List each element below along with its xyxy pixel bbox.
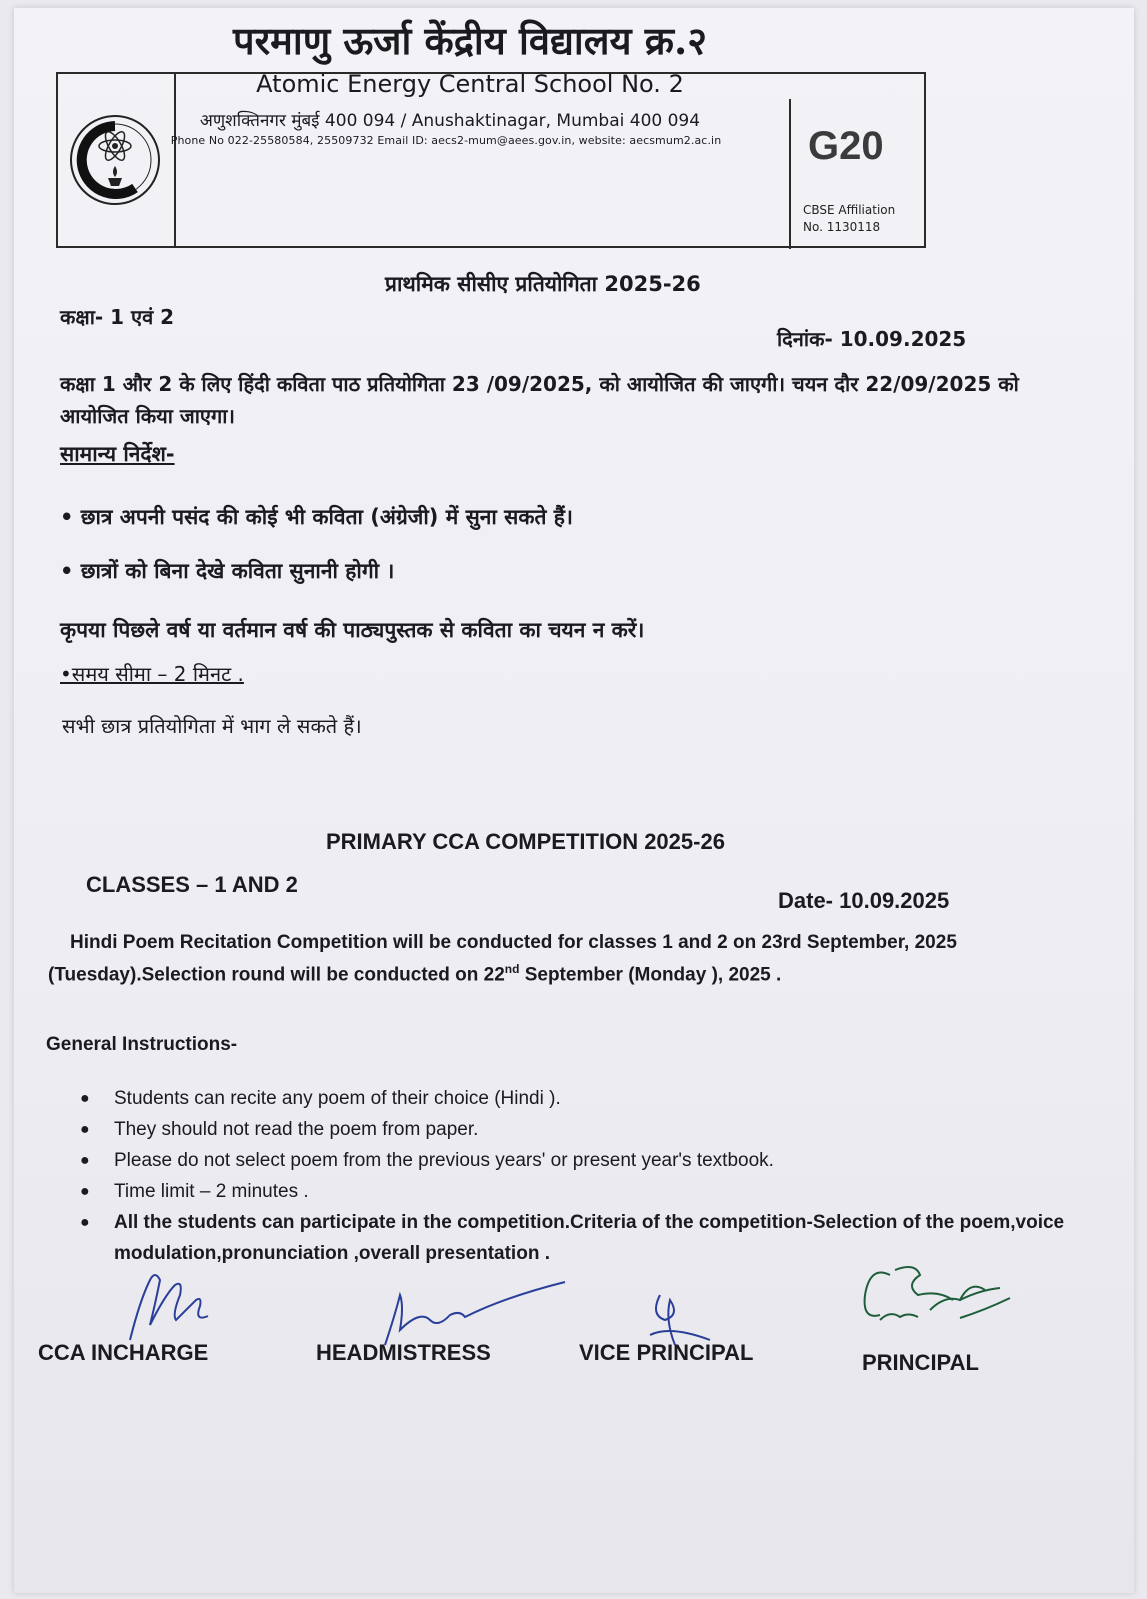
hindi-all-students: सभी छात्र प्रतियोगिता में भाग ले सकते हैं। <box>62 714 362 738</box>
english-paragraph <box>48 930 1048 988</box>
list-item: ● All the students can participate in the competition.Criteria of the competition-Selection of the poem,voice modulation,pronunciation ,overall presentation . <box>80 1207 1080 1269</box>
g20-logo <box>808 124 884 169</box>
school-logo-cell <box>58 74 176 246</box>
bullet-icon: ● <box>80 1090 90 1107</box>
english-para-sup: nd <box>504 962 520 976</box>
hindi-title: प्राथमिक सीसीए प्रतियोगिता 2025-26 <box>385 272 701 296</box>
cca-incharge-label: CCA INCHARGE <box>38 1340 209 1365</box>
bullet-icon: ● <box>80 1214 90 1231</box>
english-date: Date- 10.09.2025 <box>778 888 950 913</box>
school-name-english: Atomic Energy Central School No. 2 <box>256 70 684 98</box>
hindi-class: कक्षा- 1 एवं 2 <box>60 305 175 329</box>
letterhead-box <box>56 72 926 248</box>
english-title: PRIMARY CCA COMPETITION 2025-26 <box>326 829 725 854</box>
english-instructions-heading: General Instructions- <box>46 1034 238 1055</box>
hindi-instructions-heading: सामान्य निर्देश- <box>60 442 175 466</box>
school-logo-icon <box>58 74 172 246</box>
list-item: ● They should not read the poem from paper. <box>80 1114 1080 1145</box>
english-instructions-list <box>80 1083 1080 1269</box>
bullet-icon: ● <box>80 1183 90 1200</box>
english-para-part1: Hindi Poem Recitation Competition will be conducted for classes 1 and 2 on 23rd September, 2025 (Tuesday).Selection round will be conducted on 22 <box>48 932 957 986</box>
vice-principal-label: VICE PRINCIPAL <box>579 1340 754 1365</box>
bullet-icon: ● <box>80 1121 90 1138</box>
headmistress-label: HEADMISTRESS <box>316 1340 491 1365</box>
cbse-line2: No. 1130118 <box>803 220 881 234</box>
school-contact: Phone No 022-25580584, 25509732 Email ID: aecs2-mum@aees.gov.in, website: aecsmum2.ac.in <box>170 134 722 147</box>
english-para-part2: September (Monday ), 2025 . <box>519 964 782 986</box>
hindi-line-3: कृपया पिछले वर्ष या वर्तमान वर्ष की पाठ्यपुस्तक से कविता का चयन न करें। <box>60 618 645 642</box>
cbse-affiliation <box>803 202 895 236</box>
hindi-date: दिनांक- 10.09.2025 <box>777 327 967 351</box>
hindi-time-limit: •समय सीमा – 2 मिनट . <box>60 662 244 686</box>
english-class: CLASSES – 1 AND 2 <box>86 872 298 897</box>
bullet-icon: ● <box>80 1152 90 1169</box>
hindi-bullet-2: • छात्रों को बिना देखे कविता सुनानी होगी । <box>60 559 395 583</box>
list-item: ● Time limit – 2 minutes . <box>80 1176 1080 1207</box>
hindi-bullet-1: • छात्र अपनी पसंद की कोई भी कविता (अंग्रेजी) में सुना सकते हैं। <box>60 505 573 529</box>
hindi-paragraph: कक्षा 1 और 2 के लिए हिंदी कविता पाठ प्रतियोगिता 23 /09/2025, को आयोजित की जाएगी। चयन दौर 22/09/2025 को आयोजित किया जाएगा। <box>60 372 1019 428</box>
list-item: ● Students can recite any poem of their choice (Hindi ). <box>80 1083 1080 1114</box>
school-address: अणुशक्तिनगर मुंबई 400 094 / Anushaktinagar, Mumbai 400 094 <box>199 111 701 131</box>
g20-text: G20 <box>808 124 884 168</box>
school-name-hindi: परमाणु ऊर्जा केंद्रीय विद्यालय क्र.२ <box>233 18 707 63</box>
principal-label: PRINCIPAL <box>862 1350 979 1375</box>
cbse-line1: CBSE Affiliation <box>803 203 896 217</box>
list-item: ● Please do not select poem from the previous years' or present year's textbook. <box>80 1145 1080 1176</box>
